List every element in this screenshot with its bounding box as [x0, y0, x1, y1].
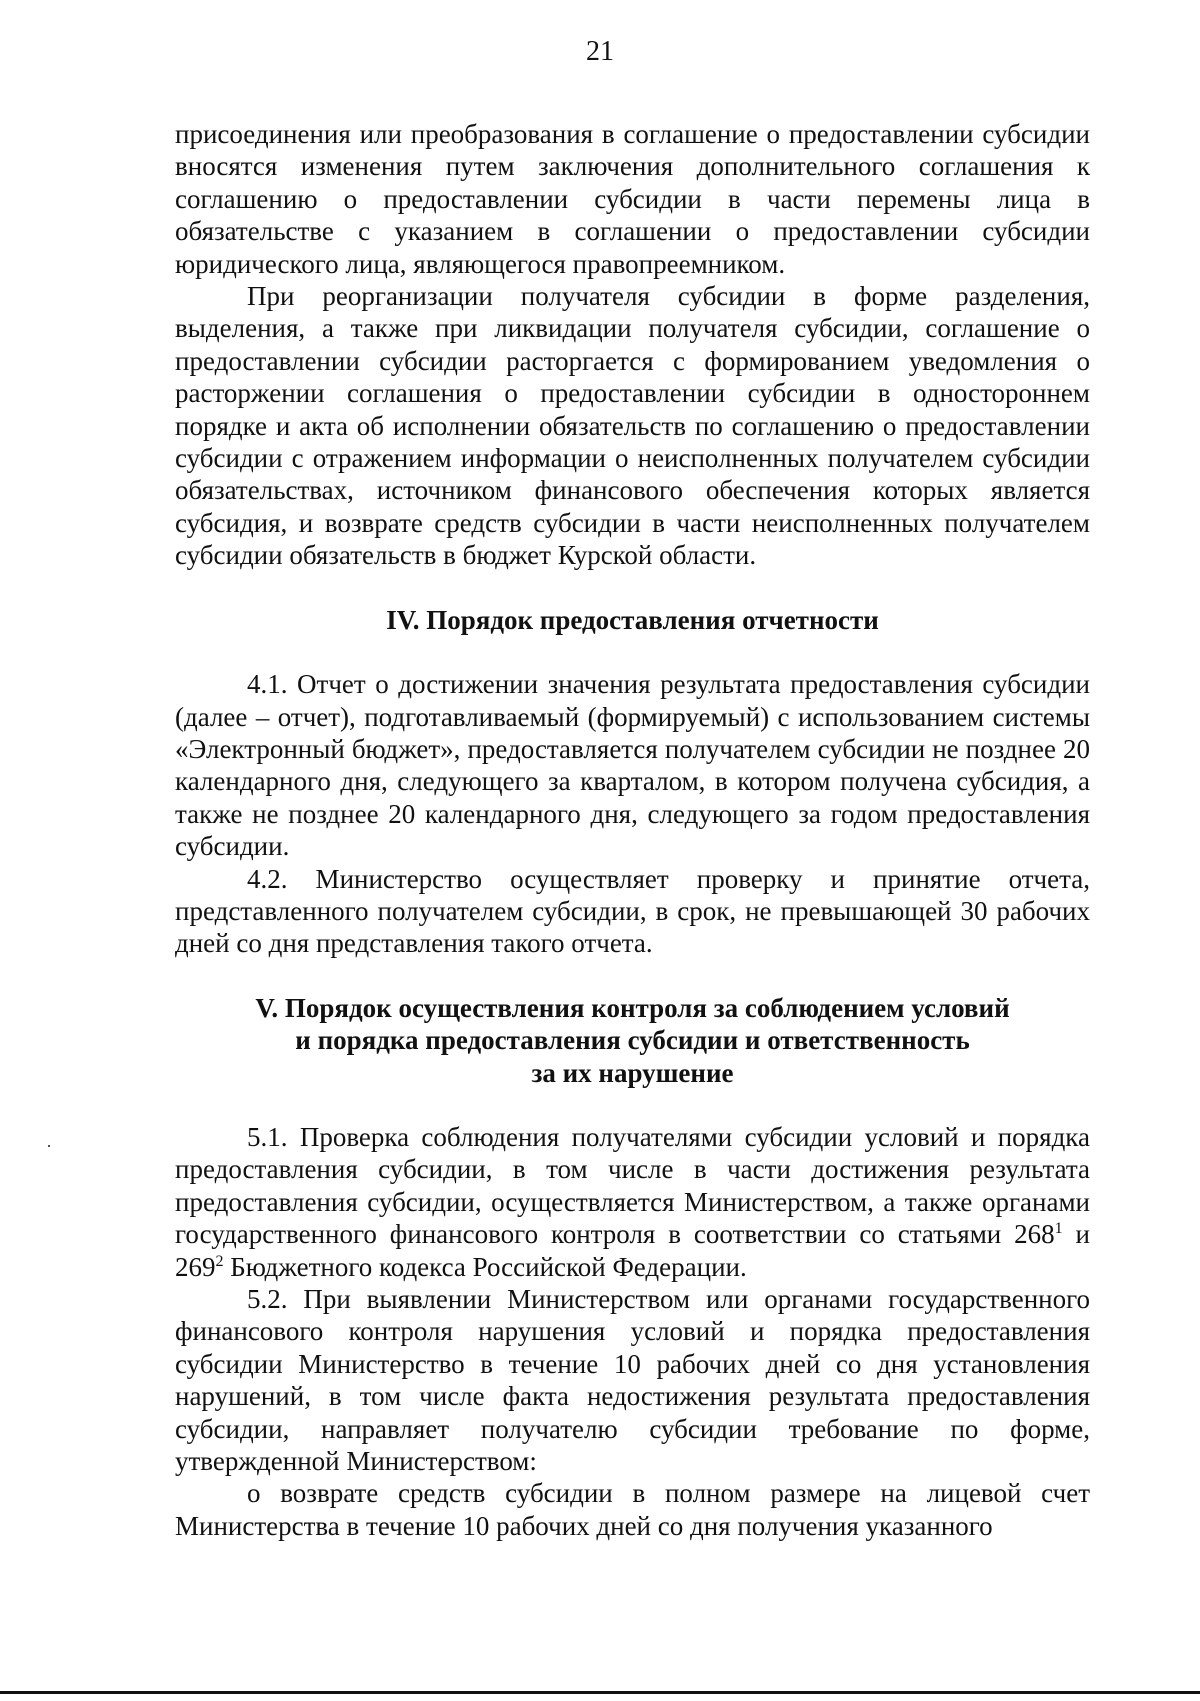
paragraph-reorganization-split: При реорганизации получателя субсидии в форме разделения, выделения, а также при ликвидации получателя субсидии, соглашение о предоставлении субсидии расторгается с формированием уведомления о расторжении соглашения о предоставлении субсидии в одностороннем порядке и акта об исполнении обязательств по соглашению о предоставлении субсидии с отражением информации о неисполненных получателем субсидии обязательствах, источником финансового обеспечения которых является субсидия, и возврате средств субсидии в части неисполненных получателем субсидии обязательств в бюджет Курской области.: [175, 281, 1090, 571]
spacer: [175, 572, 1090, 604]
paragraph-5-2: 5.2. При выявлении Министерством или органами государственного финансового контроля нарушения условий и порядка предоставления субсидии Министерство в течение 10 рабочих дней со дня установления нарушений, в том числе факта недостижения результата предоставления субсидии, направляет получателю субсидии требование по форме, утвержденной Министерством:: [175, 1284, 1090, 1477]
superscript-2: 2: [215, 1252, 224, 1270]
spacer: [175, 1089, 1090, 1121]
section-heading-v: [175, 992, 1090, 1089]
paragraph-4-2: 4.2. Министерство осуществляет проверку и принятие отчета, представленного получателем субсидии, в срок, не превышающей 30 рабочих дней со дня представления такого отчета.: [175, 863, 1090, 959]
paragraph-reorganization-merge: присоединения или преобразования в соглашение о предоставлении субсидии вносятся изменения путем заключения дополнительного соглашения к соглашению о предоставлении субсидии в части перемены лица в обязательстве с указанием в соглашении о предоставлении субсидии юридического лица, являющегося правопреемником.: [175, 119, 1090, 279]
section-heading-v-line2: и порядка предоставления субсидии и ответственность: [295, 1025, 970, 1056]
section-heading-v-line3: за их нарушение: [531, 1057, 734, 1088]
paragraph-5-1-mid: и 269: [175, 1219, 1090, 1282]
document-body: [175, 118, 1090, 1542]
paragraph-5-1-text: 5.1. Проверка соблюдения получателями субсидии условий и порядка предоставления субсидии, в том числе в части достижения результата предоставления субсидии, осуществляется Министерством, а также органами государственного финансового контроля в соответствии со статьями 268: [175, 1121, 1090, 1250]
spacer: [175, 636, 1090, 668]
section-heading-iv: IV. Порядок предоставления отчетности: [386, 604, 879, 635]
paragraph-5-1-end: Бюджетного кодекса Российской Федерации.: [223, 1251, 747, 1282]
spacer: [175, 960, 1090, 992]
superscript-1: 1: [1054, 1220, 1063, 1238]
scan-artifact-dot: [48, 1145, 50, 1147]
page-number: 21: [586, 36, 614, 67]
paragraph-4-1: 4.1. Отчет о достижении значения результата предоставления субсидии (далее – отчет), подготавливаемый (формируемый) с использованием системы «Электронный бюджет», предоставляется получателем субсидии не позднее 20 календарного дня, следующего за кварталом, в котором получена субсидия, а также не позднее 20 календарного дня, следующего за годом предоставления субсидии.: [175, 669, 1090, 862]
scan-bottom-edge: [0, 1691, 1200, 1694]
paragraph-5-2-item: о возврате средств субсидии в полном размере на лицевой счет Министерства в течение 10 рабочих дней со дня получения указанного: [175, 1478, 1090, 1541]
section-heading-v-line1: V. Порядок осуществления контроля за соблюдением условий: [255, 992, 1010, 1023]
paragraph-5-1: [175, 1121, 1090, 1283]
